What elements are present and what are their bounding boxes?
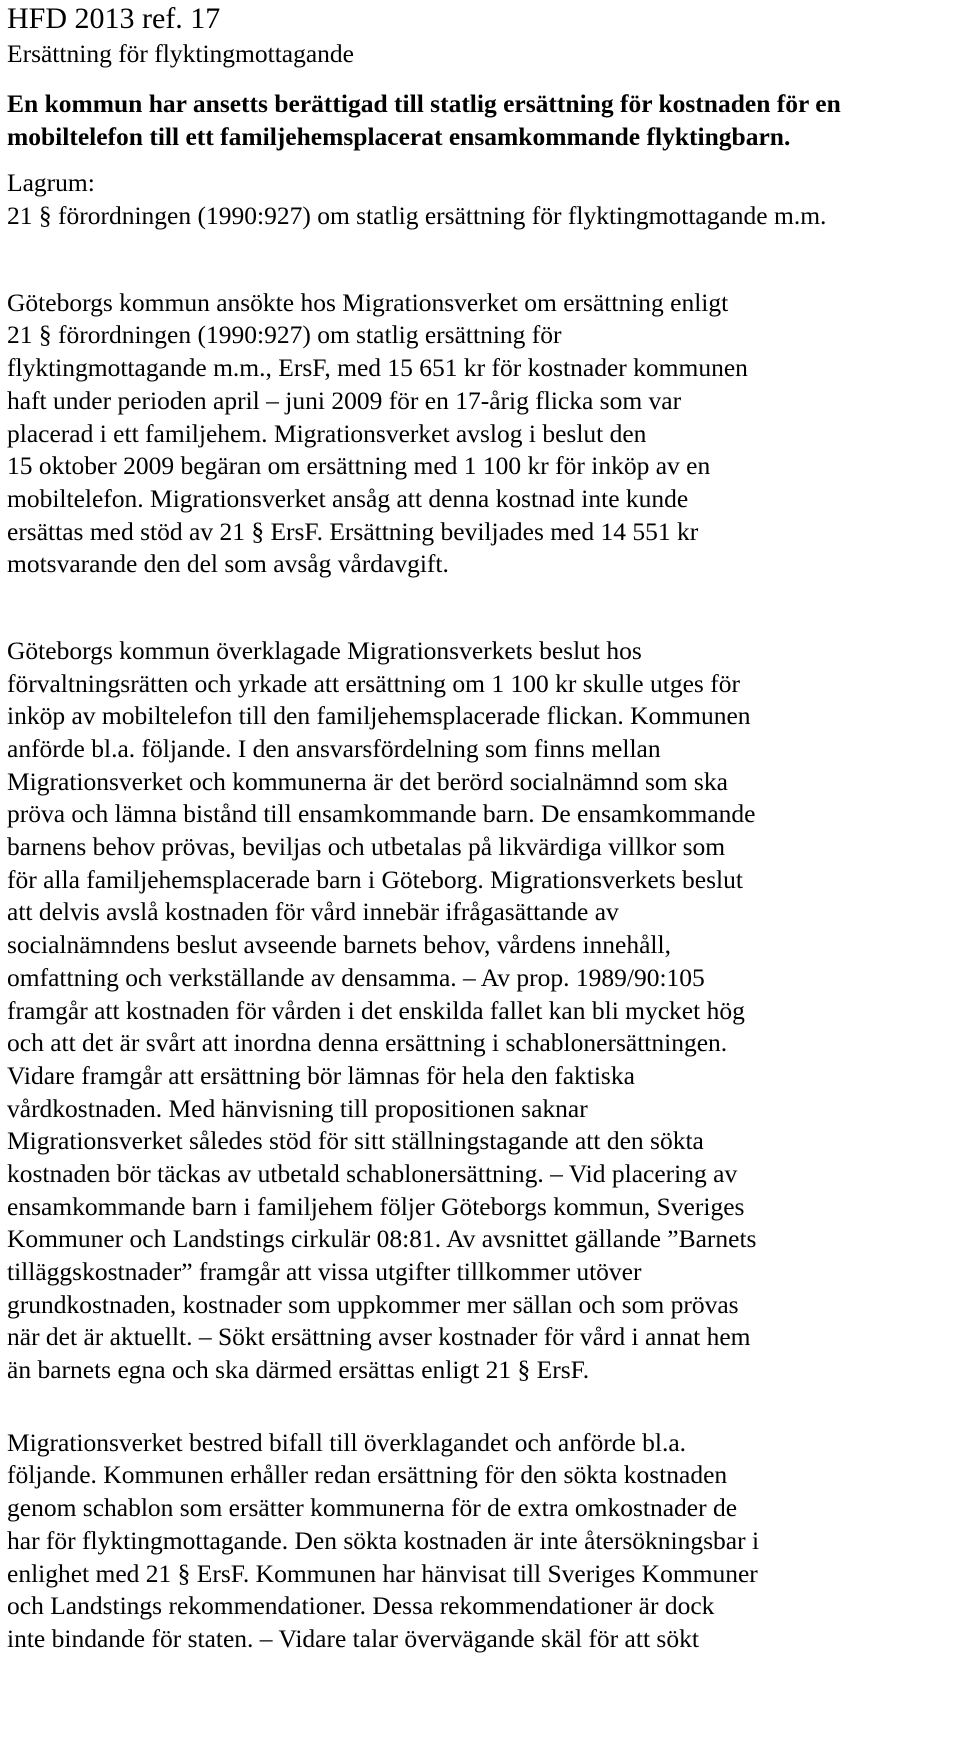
paragraph-line: enlighet med 21 § ErsF. Kommunen har hänvisat till Sveriges Kommuner — [7, 1558, 758, 1588]
paragraph-line: för alla familjehemsplacerade barn i Göteborg. Migrationsverkets beslut — [7, 864, 743, 894]
paragraph-line: när det är aktuellt. – Sökt ersättning avser kostnader för vård i annat hem — [7, 1322, 751, 1352]
paragraph-line: inköp av mobiltelefon till den familjehemsplacerade flickan. Kommunen — [7, 701, 751, 731]
paragraph-line: Migrationsverket bestred bifall till överklagandet och anförde bl.a. — [7, 1427, 687, 1457]
paragraph-line: inte bindande för staten. – Vidare talar övervägande skäl för att sökt — [7, 1623, 699, 1653]
paragraph-line: kostnaden bör täckas av utbetald schablonersättning. – Vid placering av — [7, 1158, 738, 1188]
document-page — [7, 0, 957, 1656]
paragraph-line: Kommuner och Landstings cirkulär 08:81. Av avsnittet gällande ”Barnets — [7, 1224, 757, 1254]
spacer — [7, 153, 957, 167]
paragraph-line: ersättas med stöd av 21 § ErsF. Ersättning beviljades med 14 551 kr — [7, 516, 699, 546]
paragraph-line: ensamkommande barn i familjehem följer Göteborgs kommun, Sveriges — [7, 1191, 745, 1221]
paragraph-line: att delvis avslå kostnaden för vård innebär ifrågasättande av — [7, 897, 619, 927]
paragraph-line: barnens behov prövas, beviljas och utbetalas på likvärdiga villkor som — [7, 832, 726, 862]
paragraph-line: Migrationsverket således stöd för sitt ställningstagande att den sökta — [7, 1126, 704, 1156]
paragraph-line: vårdkostnaden. Med hänvisning till propositionen saknar — [7, 1093, 588, 1123]
paragraph-line: socialnämndens beslut avseende barnets behov, vårdens innehåll, — [7, 930, 671, 960]
paragraph-line: flyktingmottagande m.m., ErsF, med 15 651 kr för kostnader kommunen — [7, 353, 748, 383]
paragraph-line: mobiltelefon. Migrationsverket ansåg att denna kostnad inte kunde — [7, 483, 689, 513]
paragraph-line: förvaltningsrätten och yrkade att ersättning om 1 100 kr skulle utges för — [7, 668, 740, 698]
paragraph-line: omfattning och verkställande av densamma. – Av prop. 1989/90:105 — [7, 962, 705, 992]
paragraph-line: och att det är svårt att inordna denna ersättning i schablonersättningen. — [7, 1028, 728, 1058]
paragraph-line: anförde bl.a. följande. I den ansvarsfördelning som finns mellan — [7, 734, 661, 763]
paragraph-line: har för flyktingmottagande. Den sökta kostnaden är inte återsökningsbar i — [7, 1525, 760, 1555]
document-subtitle: Ersättning för flyktingmottagande — [7, 39, 355, 68]
paragraph-1 — [7, 287, 957, 581]
paragraph-line: haft under perioden april – juni 2009 för en 17-årig flicka som var — [7, 385, 682, 415]
paragraph-line: Migrationsverket och kommunerna är det berörd socialnämnd som ska — [7, 766, 728, 796]
paragraph-line: genom schablon som ersätter kommunerna för de extra omkostnader de — [7, 1493, 738, 1523]
paragraph-line: Göteborgs kommun överklagade Migrationsverkets beslut hos — [7, 635, 642, 665]
paragraph-line: grundkostnaden, kostnader som uppkommer mer sällan och som prövas — [7, 1289, 739, 1319]
paragraph-line: 15 oktober 2009 begäran om ersättning med 1 100 kr för inköp av en — [7, 451, 711, 481]
lagrum-label: Lagrum: — [7, 168, 95, 198]
document-title: HFD 2013 ref. 17 — [7, 2, 221, 35]
paragraph-line: placerad i ett familjehem. Migrationsverket avslog i beslut den — [7, 418, 647, 448]
summary — [7, 88, 957, 153]
lagrum — [7, 167, 957, 232]
spacer — [7, 233, 957, 287]
paragraph-line: tilläggskostnader” framgår att vissa utgifter tillkommer utöver — [7, 1257, 642, 1286]
summary-line: mobiltelefon till ett familjehemsplacerat ensamkommande flyktingbarn. — [7, 121, 791, 151]
paragraph-line: motsvarande den del som avsåg vårdavgift. — [7, 549, 449, 579]
summary-line: En kommun har ansetts berättigad till statlig ersättning för kostnaden för en — [7, 89, 841, 118]
paragraph-line: Vidare framgår att ersättning bör lämnas för hela den faktiska — [7, 1060, 635, 1090]
paragraph-line: framgår att kostnaden för vården i det enskilda fallet kan bli mycket hög — [7, 995, 745, 1025]
paragraph-line: 21 § förordningen (1990:927) om statlig ersättning för — [7, 320, 562, 350]
paragraph-3 — [7, 1427, 957, 1656]
paragraph-2 — [7, 635, 957, 1387]
spacer — [7, 581, 957, 635]
paragraph-line: och Landstings rekommendationer. Dessa rekommendationer är dock — [7, 1591, 715, 1621]
lagrum-text: 21 § förordningen (1990:927) om statlig ersättning för flyktingmottagande m.m. — [7, 201, 827, 231]
paragraph-line: Göteborgs kommun ansökte hos Migrationsverket om ersättning enligt — [7, 287, 729, 317]
spacer — [7, 70, 957, 88]
paragraph-line: pröva och lämna bistånd till ensamkommande barn. De ensamkommande — [7, 799, 756, 829]
paragraph-line: följande. Kommunen erhåller redan ersättning för den sökta kostnaden — [7, 1460, 728, 1490]
spacer — [7, 1387, 957, 1427]
paragraph-line: än barnets egna och ska därmed ersättas enligt 21 § ErsF. — [7, 1355, 590, 1385]
